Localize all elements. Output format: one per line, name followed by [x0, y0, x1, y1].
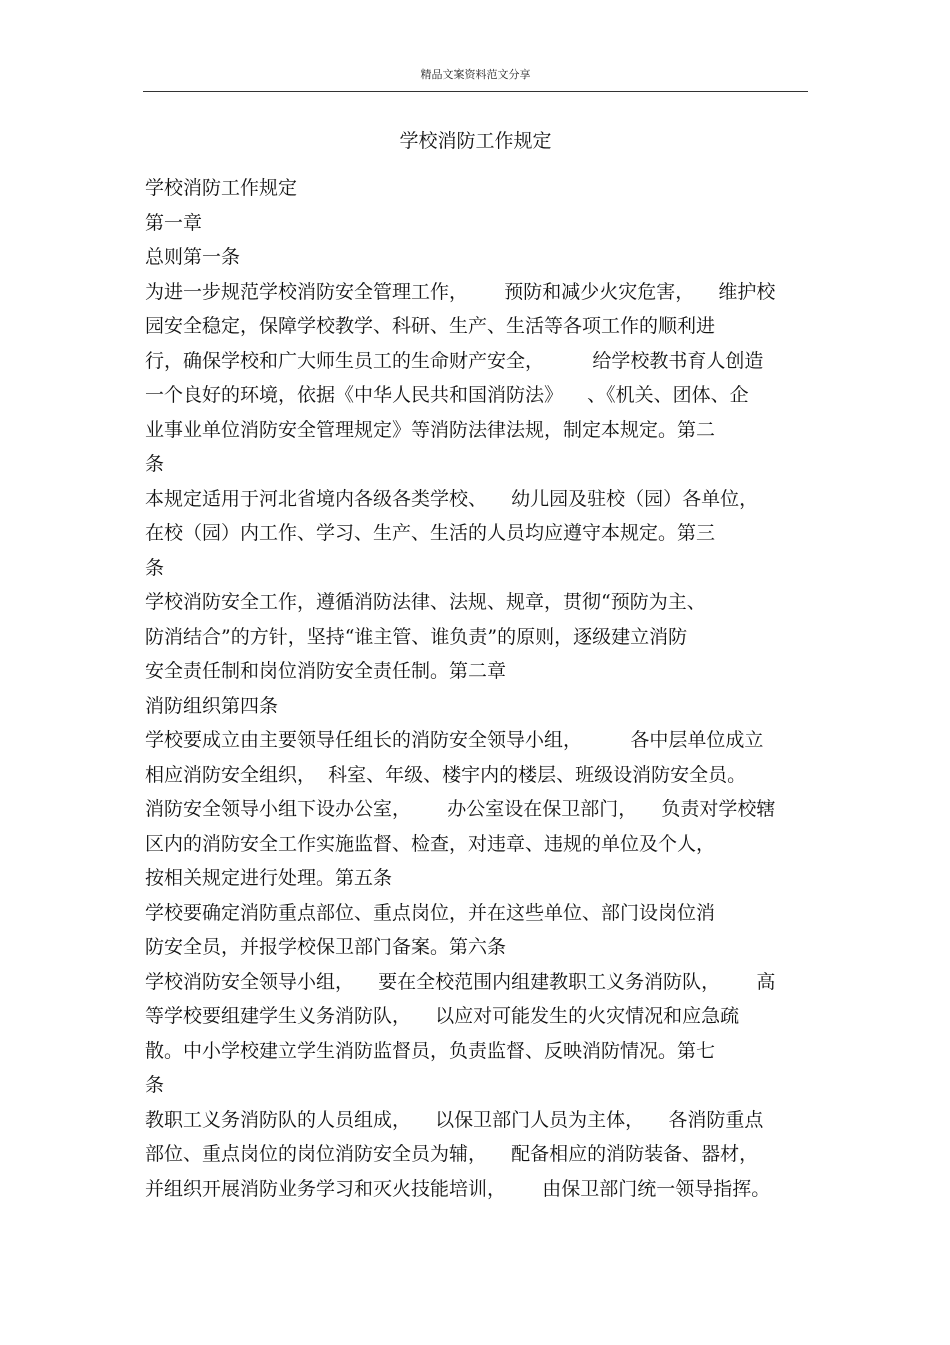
text-line: 第一章	[145, 211, 203, 234]
text-line: 教职工义务消防队的人员组成， 以保卫部门人员为主体， 各消防重点	[145, 1108, 764, 1131]
text-line: 区内的消防安全工作实施监督、检查，对违章、违规的单位及个人，	[145, 832, 716, 855]
page-header: 精品文案资料范文分享	[420, 68, 531, 81]
text-line: 学校消防安全工作，遵循消防法律、法规、规章，贯彻“预防为主、	[145, 591, 706, 613]
text-line: 为进一步规范学校消防安全管理工作， 预防和减少火灾危害， 维护校	[145, 280, 776, 303]
text-line: 按相关规定进行处理。第五条	[145, 867, 393, 889]
text-line: 学校消防安全领导小组， 要在全校范围内组建教职工义务消防队， 高	[145, 970, 776, 993]
text-line: 消防安全领导小组下设办公室， 办公室设在保卫部门， 负责对学校辖	[145, 798, 776, 820]
text-line: 业事业单位消防安全管理规定》等消防法律法规，制定本规定。第二	[145, 418, 716, 441]
text-line: 部位、重点岗位的岗位消防安全员为辅， 配备相应的消防装备、器材，	[145, 1143, 759, 1165]
text-line: 相应消防安全组织， 科室、年级、楼宇内的楼层、班级设消防安全员。	[145, 763, 747, 786]
text-line: 条	[145, 453, 165, 475]
text-line: 防消结合”的方针，坚持“谁主管、谁负责”的原则，逐级建立消防	[145, 625, 688, 648]
text-line: 条	[145, 1074, 165, 1096]
text-line: 学校要确定消防重点部位、重点岗位，并在这些单位、部门设岗位消	[145, 901, 716, 924]
header-divider	[143, 91, 808, 92]
text-line: 总则第一条	[145, 246, 241, 268]
text-line: 一个良好的环境，依据《中华人民共和国消防法》 、《机关、团体、企	[145, 384, 749, 406]
text-line: 在校（园）内工作、学习、生产、生活的人员均应遵守本规定。第三	[145, 522, 716, 544]
text-line: 园安全稳定，保障学校教学、科研、生产、生活等各项工作的顺利进	[145, 315, 716, 337]
text-line: 条	[145, 556, 165, 579]
text-line: 行，确保学校和广大师生员工的生命财产安全， 给学校教书育人创造	[145, 349, 764, 372]
text-line: 散。中小学校建立学生消防监督员，负责监督、反映消防情况。第七	[145, 1039, 716, 1062]
text-line: 消防组织第四条	[145, 694, 279, 717]
text-line: 等学校要组建学生义务消防队， 以应对可能发生的火灾情况和应急疏	[145, 1005, 740, 1027]
text-line: 并组织开展消防业务学习和灭火技能培训， 由保卫部门统一领导指挥。	[145, 1177, 771, 1200]
document-title: 学校消防工作规定	[399, 130, 552, 152]
text-line: 安全责任制和岗位消防安全责任制。第二章	[145, 660, 507, 682]
text-line: 学校消防工作规定	[145, 177, 298, 199]
text-line: 学校要成立由主要领导任组长的消防安全领导小组， 各中层单位成立	[145, 729, 764, 751]
text-line: 本规定适用于河北省境内各级各类学校、 幼儿园及驻校（园）各单位，	[145, 487, 759, 510]
document-body	[145, 171, 809, 1206]
text-line: 防安全员，并报学校保卫部门备案。第六条	[145, 936, 507, 958]
